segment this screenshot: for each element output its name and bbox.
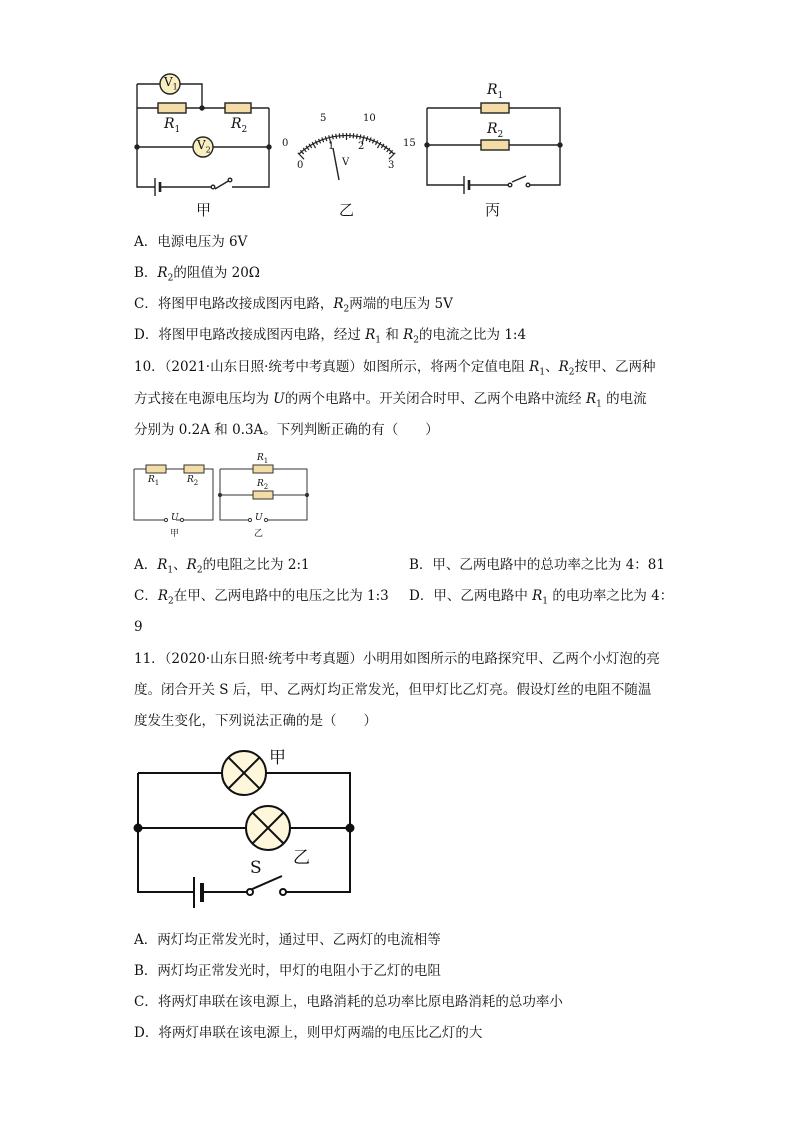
meter-tick [360, 134, 361, 139]
circuit-q10-yi [218, 465, 308, 522]
q11-fig-label-s: S [250, 858, 262, 878]
q10-stem-line-1: 10．（2021·山东日照·统考中考真题）如图所示，将两个定值电阻 $R_1$、$R_2$按甲、乙两种 [134, 359, 656, 378]
q10-fig-r1-jia: $R_1$ [148, 475, 160, 487]
q10-fig-cap-yi: 乙 [254, 529, 264, 539]
q11-fig-label-yi: 乙 [293, 848, 310, 868]
meter-tick [332, 134, 333, 139]
q11-option-c: C．将两灯串联在该电源上，电路消耗的总功率比原电路消耗的总功率小 [134, 994, 563, 1010]
meter-top-15: 15 [403, 138, 416, 149]
meter-tick [325, 136, 327, 141]
q10-fig-u-jia: U [171, 513, 179, 523]
meter-tick [353, 133, 354, 138]
q11-stem-line-2: 度。闭合开关 S 后，甲、乙两灯均正常发光，但甲灯比乙灯亮。假设灯丝的电阻不随温 [134, 682, 652, 698]
circuit-bing [425, 103, 562, 194]
q11-stem-line-3: 度发生变化，下列说法正确的是（ ） [134, 713, 377, 729]
meter-unit: V [342, 157, 350, 168]
meter-top-10: 10 [363, 113, 376, 124]
q11-stem-line-1: 11．（2020·山东日照·统考中考真题）小明用如图所示的电路探究甲、乙两个小灯泡的亮 [134, 651, 660, 667]
q11-option-d: D．将两灯串联在该电源上，则甲灯两端的电压比乙灯的大 [134, 1025, 483, 1041]
meter-tick [322, 137, 324, 142]
q11-option-a: A．两灯均正常发光时，通过甲、乙两灯的电流相等 [134, 932, 441, 948]
meter-bottom-1: 1 [328, 141, 335, 152]
q9-option-d: D．将图甲电路改接成图丙电路，经过 $R_1$ 和 $R_2$的电流之比为 1:4 [134, 327, 527, 346]
meter-tick [336, 134, 337, 139]
meter-tick [366, 136, 368, 141]
circuit-jia [135, 74, 271, 196]
label-r2-bing: $R_2$ [487, 121, 504, 140]
q9-option-b: B．$R_2$的阻值为 20Ω [134, 265, 260, 284]
lamp-yi [246, 806, 290, 850]
meter-tick [339, 133, 340, 138]
q10-option-b: B．甲、乙两电路中的总功率之比为 4：81 [409, 557, 665, 573]
label-v1: $V_1$ [164, 75, 178, 92]
label-v2: $V_2$ [197, 138, 211, 155]
meter-tick [369, 137, 371, 142]
label-r1-bing: $R_1$ [487, 82, 504, 101]
meter-bottom-2: 2 [358, 141, 365, 152]
meter-top-5: 5 [320, 113, 327, 124]
meter-tick [356, 134, 357, 139]
q11-fig-label-jia: 甲 [269, 748, 286, 768]
lamp-jia [222, 751, 266, 795]
figure-q9-circuits [0, 60, 794, 220]
q10-stem-line-2: 方式接在电源电压均为 U的两个电路中。开关闭合时甲、乙两个电路中流经 $R_1$ 的电流 [134, 391, 647, 410]
q10-option-d: D．甲、乙两电路中 $R_1$ 的电功率之比为 4： [409, 588, 674, 607]
q10-fig-r1-yi: $R_1$ [257, 453, 269, 465]
q10-option-d-wrap: 9 [134, 619, 143, 635]
q10-option-a: A．$R_1$、$R_2$的电阻之比为 2:1 [134, 557, 310, 576]
q10-stem-line-3: 分别为 0.2A 和 0.3A。下列判断正确的有（ ） [134, 422, 439, 438]
q11-option-b: B．两灯均正常发光时，甲灯的电阻小于乙灯的电阻 [134, 963, 441, 979]
q10-fig-r2-jia: $R_2$ [187, 475, 199, 487]
q10-fig-cap-jia: 甲 [170, 529, 180, 539]
figure-q11-circuit [0, 740, 794, 920]
label-r2-jia: $R_2$ [231, 116, 248, 135]
caption-bing: 丙 [485, 201, 501, 219]
q10-option-c: C．$R_2$在甲、乙两电路中的电压之比为 1:3 [134, 588, 389, 607]
meter-top-0: 0 [282, 138, 289, 149]
q9-option-c: C．将图甲电路改接成图丙电路，$R_2$两端的电压为 5V [134, 296, 453, 315]
meter-bottom-0: 0 [297, 160, 304, 171]
figure-q10-circuits [0, 450, 794, 545]
caption-jia: 甲 [196, 201, 212, 219]
q10-fig-r2-yi: $R_2$ [257, 479, 269, 491]
q9-option-a: A．电源电压为 6V [134, 234, 248, 250]
caption-yi: 乙 [339, 201, 355, 219]
label-r1-jia: $R_1$ [164, 116, 181, 135]
meter-bottom-3: 3 [388, 160, 395, 171]
q10-fig-u-yi: U [255, 513, 263, 523]
